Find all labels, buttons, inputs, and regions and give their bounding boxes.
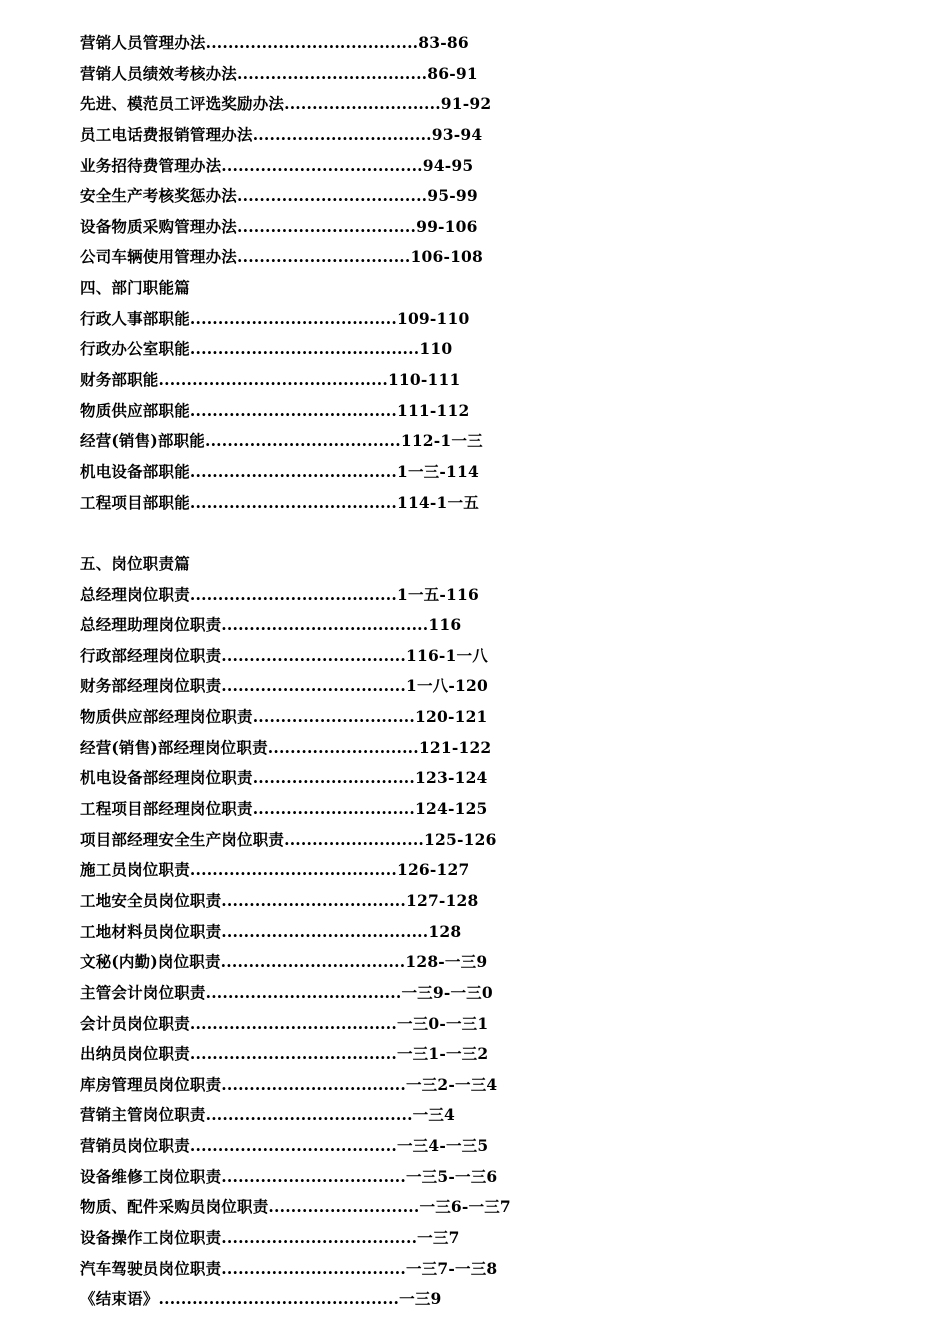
toc-line: 会计员岗位职责.....................................一三0-一三1 bbox=[80, 1013, 489, 1033]
toc-line: 设备物质采购管理办法................................99-106 bbox=[80, 216, 478, 236]
toc-line: 财务部职能.........................................110-111 bbox=[80, 370, 461, 390]
toc-line: 五、岗位职责篇 bbox=[80, 553, 190, 573]
toc-line: 物质供应部经理岗位职责.............................120-121 bbox=[80, 707, 488, 727]
toc-line: 总经理岗位职责.....................................1一五-116 bbox=[80, 584, 479, 604]
toc-line: 物质供应部职能.....................................111-112 bbox=[80, 400, 470, 420]
toc-line: 行政部经理岗位职责.................................116-1一八 bbox=[80, 645, 488, 665]
toc-line: 机电设备部职能.....................................1一三-114 bbox=[80, 461, 479, 481]
toc-line: 主管会计岗位职责...................................一三9-一三0 bbox=[80, 982, 493, 1002]
toc-line: 营销人员管理办法......................................83-86 bbox=[80, 33, 469, 52]
toc-line: 公司车辆使用管理办法...............................106-108 bbox=[80, 247, 484, 267]
toc-line: 机电设备部经理岗位职责.............................123-124 bbox=[80, 768, 488, 788]
toc-line: 总经理助理岗位职责.....................................116 bbox=[80, 615, 462, 635]
toc-line: 物质、配件采购员岗位职责...........................一三6-一三7 bbox=[80, 1197, 511, 1217]
toc-line: 出纳员岗位职责.....................................一三1-一三2 bbox=[80, 1044, 489, 1064]
toc-line: 行政人事部职能.....................................109-110 bbox=[80, 308, 470, 328]
toc-line: 文秘(内勤)岗位职责.................................128-一三9 bbox=[80, 952, 488, 972]
toc-line: 项目部经理安全生产岗位职责.........................125-126 bbox=[80, 829, 497, 849]
toc-line: 业务招待费管理办法....................................94-95 bbox=[80, 155, 474, 175]
toc-line: 设备维修工岗位职责.................................一三5-一三6 bbox=[80, 1166, 498, 1186]
toc-line: 安全生产考核奖惩办法..................................95-99 bbox=[80, 186, 478, 206]
toc-line: 经营(销售)部职能...................................112-1一三 bbox=[80, 431, 483, 451]
toc-line: 《结束语》...........................................一三9 bbox=[80, 1289, 442, 1309]
toc-line: 工地安全员岗位职责.................................127-128 bbox=[80, 890, 479, 910]
toc-line: 营销主管岗位职责.....................................一三4 bbox=[80, 1105, 456, 1125]
toc-line: 设备操作工岗位职责...................................一三7 bbox=[80, 1227, 460, 1247]
toc-line: 营销员岗位职责.....................................一三4-一三5 bbox=[80, 1136, 489, 1156]
toc-line: 工程项目部经理岗位职责.............................124-125 bbox=[80, 799, 488, 819]
toc-line: 库房管理员岗位职责.................................一三2-一三4 bbox=[80, 1074, 498, 1094]
toc-line: 经营(销售)部经理岗位职责...........................121-122 bbox=[80, 737, 492, 757]
toc-line: 行政办公室职能.........................................110 bbox=[80, 339, 453, 359]
toc-line bbox=[80, 518, 880, 549]
toc-line: 汽车驾驶员岗位职责.................................一三7-一三8 bbox=[80, 1258, 498, 1278]
toc-line: 工程项目部职能.....................................114-1一五 bbox=[80, 492, 479, 512]
toc-line: 财务部经理岗位职责.................................1一八-120 bbox=[80, 676, 488, 696]
table-of-contents bbox=[80, 28, 880, 1315]
toc-line: 先进、模范员工评选奖励办法............................91-92 bbox=[80, 94, 492, 114]
toc-line: 施工员岗位职责.....................................126-127 bbox=[80, 860, 470, 880]
toc-line: 营销人员绩效考核办法..................................86-91 bbox=[80, 63, 478, 83]
toc-line: 四、部门职能篇 bbox=[80, 278, 190, 298]
toc-line: 员工电话费报销管理办法................................93-94 bbox=[80, 124, 483, 144]
toc-line: 工地材料员岗位职责.....................................128 bbox=[80, 921, 462, 941]
